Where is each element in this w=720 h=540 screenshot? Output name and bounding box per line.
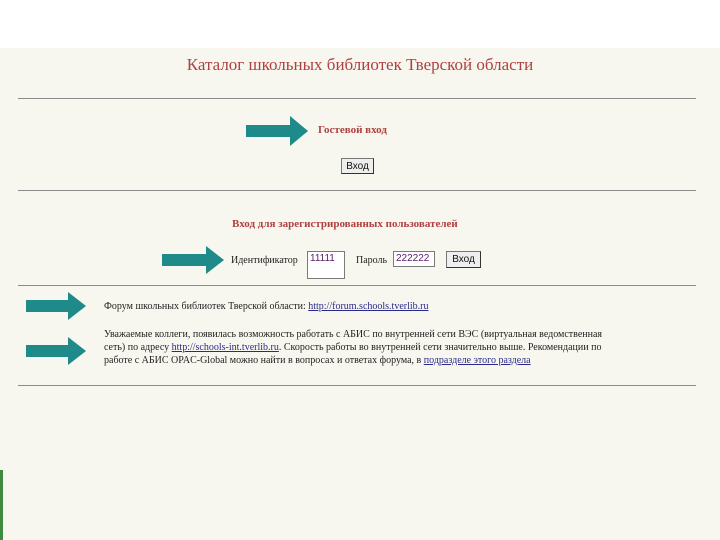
guest-login-label: Гостевой вход xyxy=(318,124,387,136)
registered-login-label: Вход для зарегистрированных пользователей xyxy=(232,218,458,230)
arrow-right-icon xyxy=(26,337,86,365)
guest-login-button[interactable]: Вход xyxy=(341,158,374,174)
left-edge-strip xyxy=(0,470,3,540)
page-background xyxy=(0,48,720,540)
password-input[interactable]: 222222 xyxy=(393,251,435,267)
divider xyxy=(18,285,696,286)
id-field-label: Идентификатор xyxy=(231,255,298,266)
divider xyxy=(18,98,696,99)
divider xyxy=(18,385,696,386)
page-title: Каталог школьных библиотек Тверской области xyxy=(186,55,534,74)
divider xyxy=(18,190,696,191)
registered-login-button[interactable]: Вход xyxy=(446,251,481,268)
notice-text-part1: Уважаемые коллеги, появилась возможность работать с АБИС по внутренней сети ВЭС (виртуальная ведомственная сеть) по адресу xyxy=(104,329,603,353)
forum-text: Форум школьных библиотек Тверской области: xyxy=(104,301,306,312)
arrow-right-icon xyxy=(26,292,86,320)
notice-paragraph xyxy=(104,328,616,367)
password-field-label: Пароль xyxy=(356,255,388,266)
notice-link-subsection[interactable]: подразделе этого раздела xyxy=(423,355,531,366)
arrow-right-icon xyxy=(246,116,308,146)
notice-link-internal[interactable]: http://schools-int.tverlib.ru xyxy=(171,342,279,353)
id-input[interactable]: 11111 xyxy=(307,251,345,279)
forum-line xyxy=(104,300,624,313)
arrow-right-icon xyxy=(162,246,224,274)
forum-link[interactable]: http://forum.schools.tverlib.ru xyxy=(308,301,429,312)
notice-text-part2: . Скорость работы во внутренней сети значительно выше. Рекомендации по работе с АБИС OPAC-Global можно найти в вопросах и ответах форума, в xyxy=(104,342,602,366)
